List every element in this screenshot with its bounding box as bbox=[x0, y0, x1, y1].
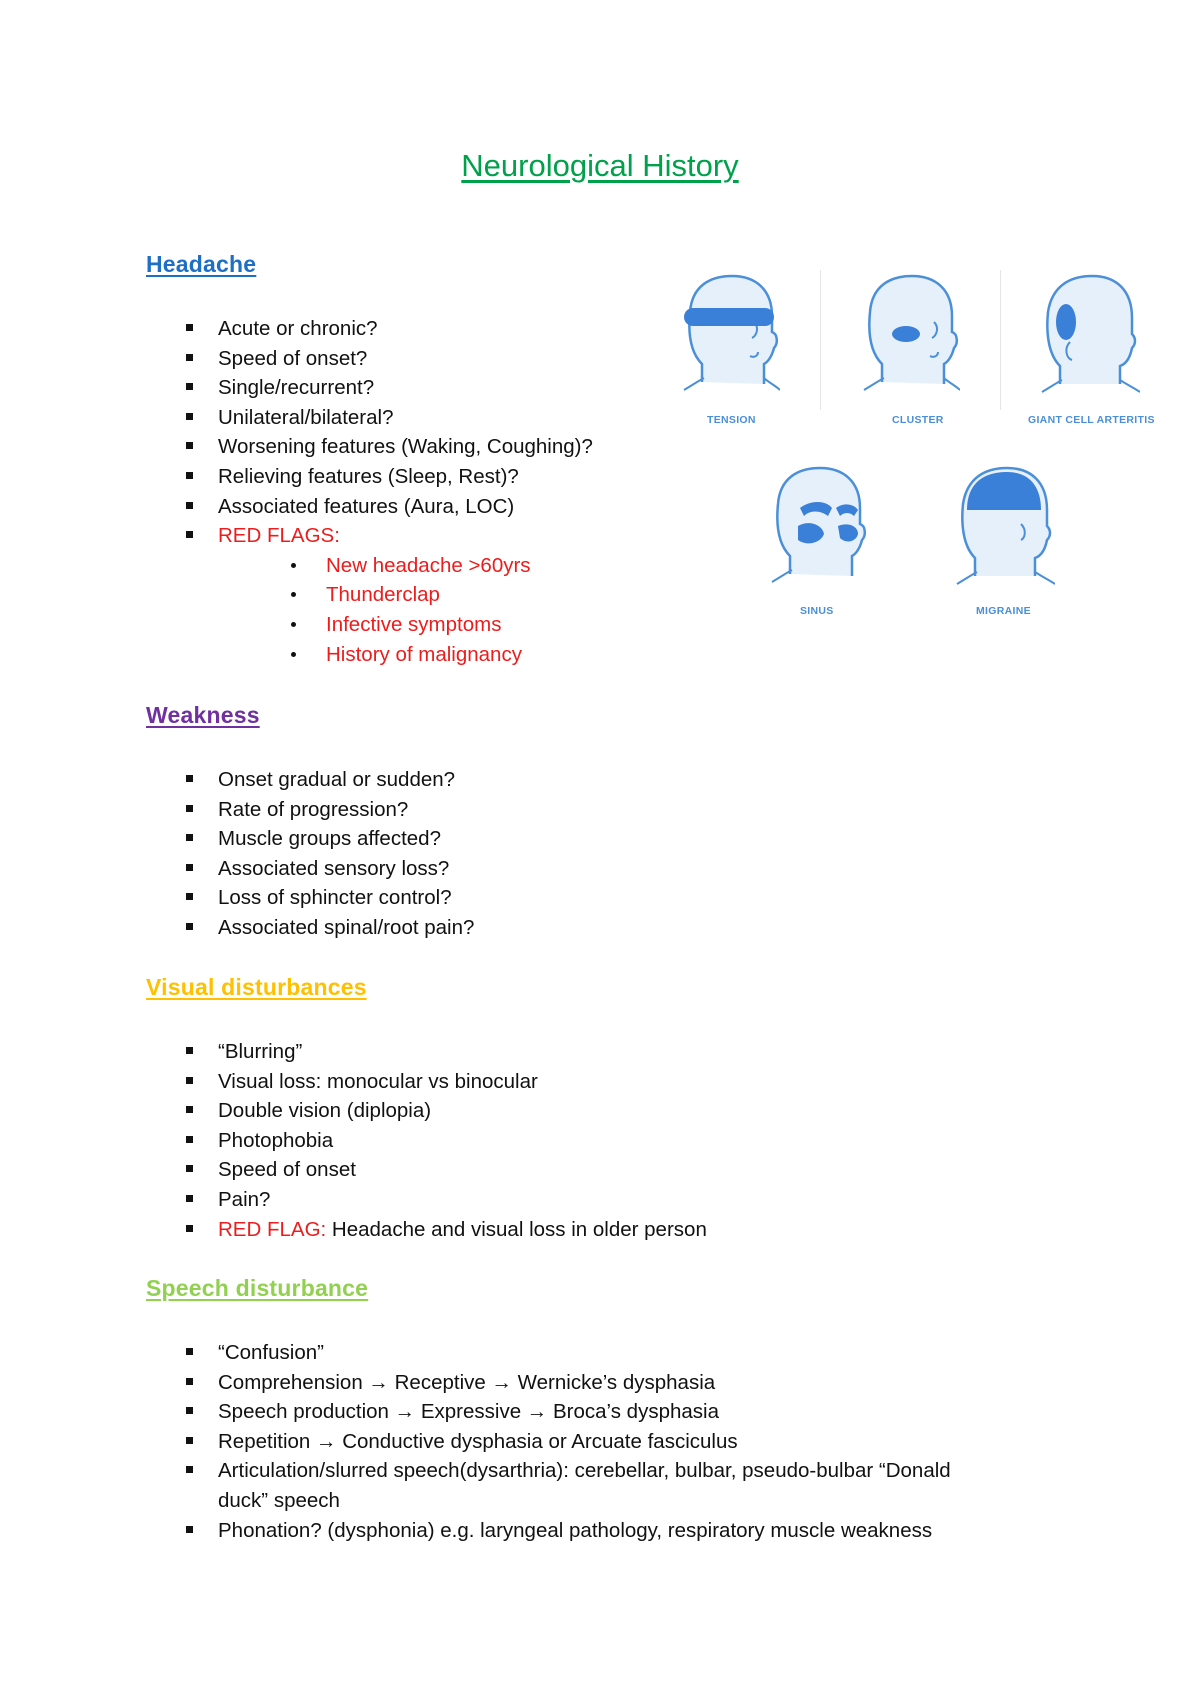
red-flag-item: New headache >60yrs bbox=[291, 551, 593, 581]
tension-head-icon bbox=[680, 272, 780, 400]
list-item: Pain? bbox=[186, 1185, 707, 1215]
bullet-icon bbox=[186, 864, 193, 871]
bullet-icon bbox=[186, 923, 193, 930]
list-item: Photophobia bbox=[186, 1126, 707, 1156]
list-item: Double vision (diplopia) bbox=[186, 1096, 707, 1126]
migraine-head-icon bbox=[955, 464, 1055, 592]
page-title: Neurological History bbox=[461, 148, 739, 183]
list-item: Muscle groups affected? bbox=[186, 824, 474, 854]
cluster-head-icon bbox=[860, 272, 960, 400]
giant-cell-arteritis-label: GIANT CELL ARTERITIS bbox=[1028, 414, 1155, 426]
list-item: Loss of sphincter control? bbox=[186, 883, 474, 913]
list-item: Relieving features (Sleep, Rest)? bbox=[186, 462, 593, 492]
sinus-head-icon bbox=[770, 464, 870, 592]
bullet-icon bbox=[186, 1437, 193, 1444]
bullet-icon bbox=[186, 1348, 193, 1355]
list-item: Phonation? (dysphonia) e.g. laryngeal pathology, respiratory muscle weakness bbox=[186, 1516, 951, 1546]
bullet-icon bbox=[186, 472, 193, 479]
red-flag-item: Thunderclap bbox=[291, 580, 593, 610]
list-item: Rate of progression? bbox=[186, 795, 474, 825]
sinus-label: SINUS bbox=[800, 605, 834, 617]
bullet-icon bbox=[186, 502, 193, 509]
bullet-icon bbox=[186, 383, 193, 390]
list-item: Speed of onset? bbox=[186, 344, 593, 374]
speech-list bbox=[186, 1338, 951, 1545]
bullet-icon bbox=[186, 1195, 193, 1202]
list-item: Associated features (Aura, LOC) bbox=[186, 492, 593, 522]
red-flags-item bbox=[186, 521, 593, 669]
weakness-heading: Weakness bbox=[146, 702, 260, 728]
visual-heading: Visual disturbances bbox=[146, 974, 367, 1000]
figure-divider bbox=[820, 270, 821, 410]
list-item: “Blurring” bbox=[186, 1037, 707, 1067]
bullet-icon bbox=[186, 1106, 193, 1113]
red-flag-label: RED FLAG: bbox=[218, 1217, 327, 1241]
list-item: Speed of onset bbox=[186, 1155, 707, 1185]
bullet-icon bbox=[186, 834, 193, 841]
list-item: Acute or chronic? bbox=[186, 314, 593, 344]
list-item: Associated sensory loss? bbox=[186, 854, 474, 884]
weakness-list bbox=[186, 765, 474, 943]
bullet-icon bbox=[186, 1136, 193, 1143]
list-item: Comprehension → Receptive → Wernicke’s dysphasia bbox=[186, 1368, 951, 1398]
bullet-icon bbox=[186, 413, 193, 420]
list-item: Single/recurrent? bbox=[186, 373, 593, 403]
tension-label: TENSION bbox=[707, 414, 756, 426]
speech-heading: Speech disturbance bbox=[146, 1275, 369, 1301]
list-item: Speech production → Expressive → Broca’s dysphasia bbox=[186, 1397, 951, 1427]
bullet-icon bbox=[186, 1165, 193, 1172]
bullet-icon bbox=[186, 1225, 193, 1232]
list-item: Worsening features (Waking, Coughing)? bbox=[186, 432, 593, 462]
bullet-icon bbox=[186, 1077, 193, 1084]
giant-cell-arteritis-head-icon bbox=[1040, 272, 1140, 400]
visual-list bbox=[186, 1037, 707, 1244]
list-item: Repetition → Conductive dysphasia or Arcuate fasciculus bbox=[186, 1427, 951, 1457]
list-item: Associated spinal/root pain? bbox=[186, 913, 474, 943]
figure-divider bbox=[1000, 270, 1001, 410]
bullet-icon bbox=[186, 531, 193, 538]
dot-icon bbox=[291, 563, 296, 568]
bullet-icon bbox=[186, 775, 193, 782]
list-item: Articulation/slurred speech(dysarthria): cerebellar, bulbar, pseudo-bulbar “Donald duck” speech bbox=[186, 1456, 951, 1515]
bullet-icon bbox=[186, 1047, 193, 1054]
bullet-icon bbox=[186, 354, 193, 361]
list-item: Onset gradual or sudden? bbox=[186, 765, 474, 795]
headache-list bbox=[186, 314, 593, 669]
bullet-icon bbox=[186, 1526, 193, 1533]
migraine-label: MIGRAINE bbox=[976, 605, 1031, 617]
red-flags-label: RED FLAGS: bbox=[218, 524, 340, 548]
bullet-icon bbox=[186, 1407, 193, 1414]
bullet-icon bbox=[186, 442, 193, 449]
bullet-icon bbox=[186, 893, 193, 900]
red-flag-line: RED FLAG: Headache and visual loss in older person bbox=[186, 1215, 707, 1245]
dot-icon bbox=[291, 592, 296, 597]
cluster-label: CLUSTER bbox=[892, 414, 944, 426]
dot-icon bbox=[291, 652, 296, 657]
red-flag-item: History of malignancy bbox=[291, 640, 593, 670]
bullet-icon bbox=[186, 1466, 193, 1473]
list-item: Visual loss: monocular vs binocular bbox=[186, 1067, 707, 1097]
headache-heading: Headache bbox=[146, 251, 257, 277]
red-flags-list bbox=[218, 551, 593, 669]
red-flag-item: Infective symptoms bbox=[291, 610, 593, 640]
dot-icon bbox=[291, 622, 296, 627]
bullet-icon bbox=[186, 805, 193, 812]
bullet-icon bbox=[186, 324, 193, 331]
list-item: “Confusion” bbox=[186, 1338, 951, 1368]
bullet-icon bbox=[186, 1378, 193, 1385]
list-item: Unilateral/bilateral? bbox=[186, 403, 593, 433]
